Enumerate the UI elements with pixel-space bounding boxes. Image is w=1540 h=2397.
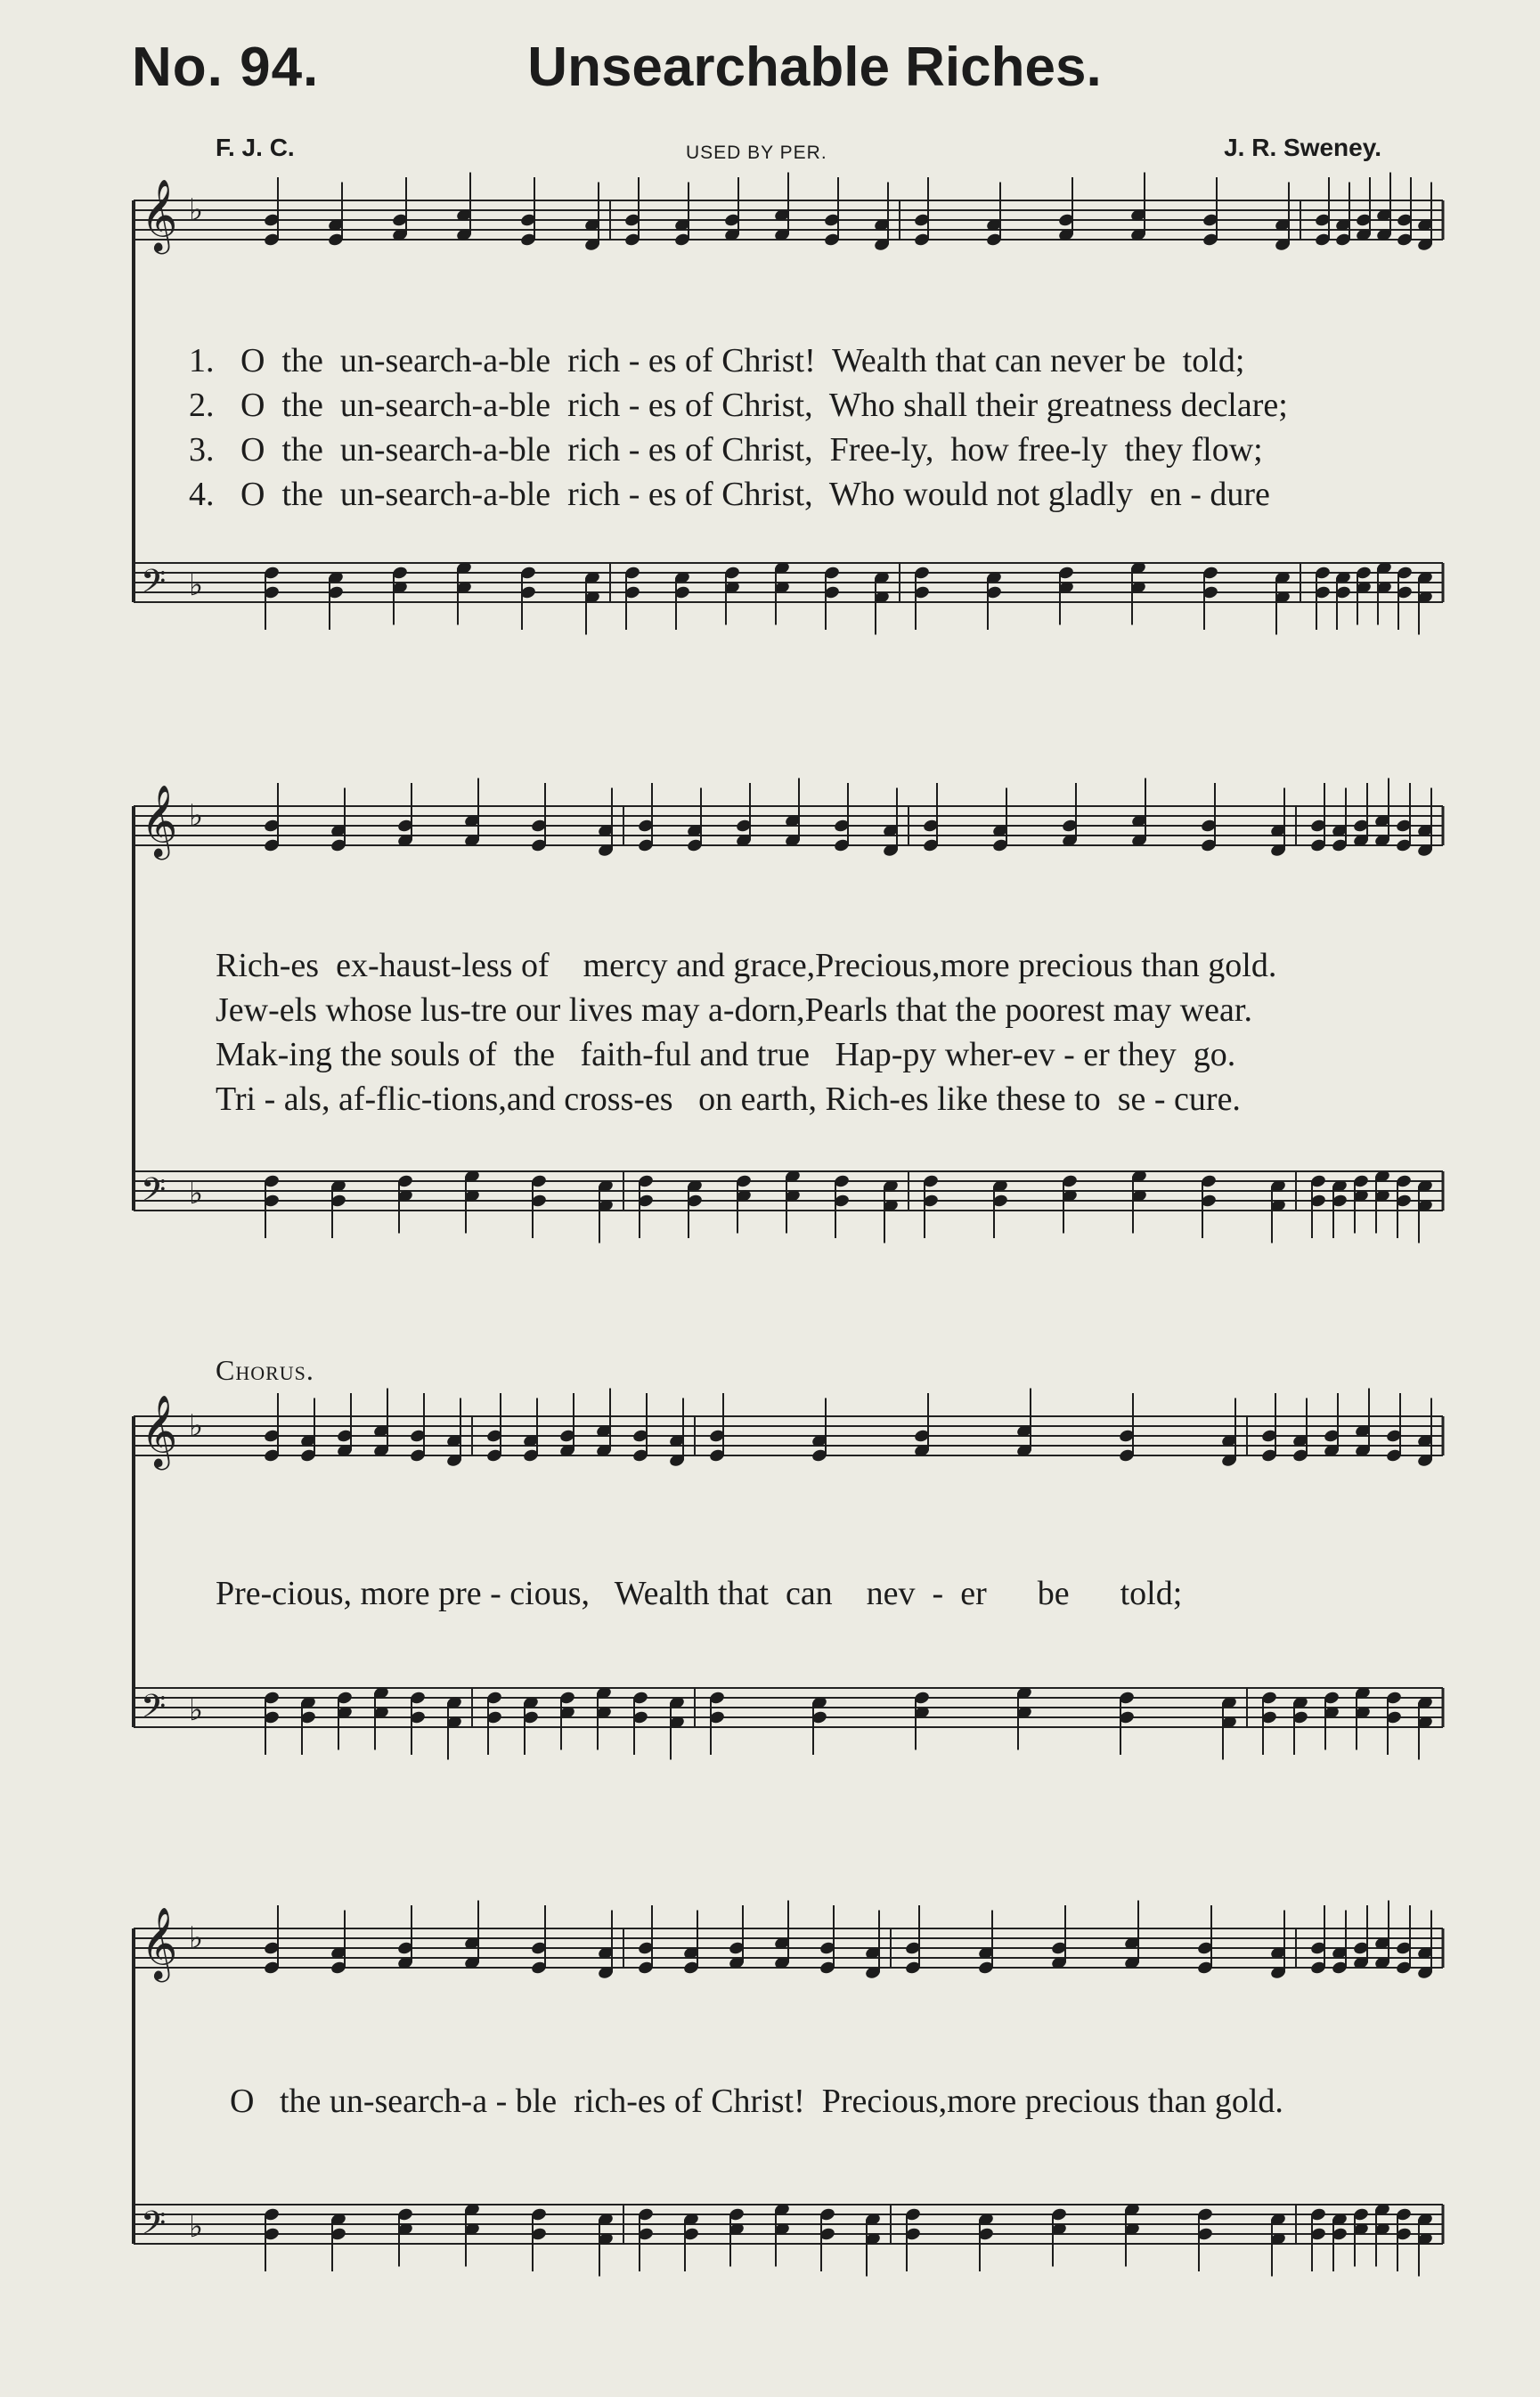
- verse-number: 1.: [189, 342, 215, 379]
- hymn-title: Unsearchable Riches.: [527, 37, 1102, 98]
- chorus-label: Chorus.: [216, 1354, 314, 1386]
- verse-2-line-1: O the un-search-a-ble rich - es of Christ, Who shall their greatness declare;: [240, 387, 1288, 424]
- treble-clef-icon: 𝄞: [141, 784, 178, 857]
- permission-note: USED BY PER.: [686, 143, 827, 163]
- flat-icon: ♭: [189, 1692, 204, 1728]
- bass-clef-icon: 𝄢: [141, 1688, 167, 1733]
- flat-icon: ♭: [189, 2209, 204, 2245]
- verse-2-line-2: Jew-els whose lus-tre our lives may a-dorn,Pearls that the poorest may wear.: [216, 991, 1252, 1029]
- verse-4-line-2: Tri - als, af-flic-tions,and cross-es on earth, Rich-es like these to se - cure.: [216, 1080, 1241, 1118]
- hymn-number: No. 94.: [132, 37, 320, 98]
- treble-clef-icon: 𝄞: [141, 1906, 178, 1979]
- verse-number: 3.: [189, 431, 215, 469]
- flat-icon: ♭: [189, 1408, 204, 1444]
- chorus-line-1: Pre-cious, more pre - cious, Wealth that can nev - er be told;: [216, 1575, 1183, 1612]
- flat-icon: ♭: [189, 798, 204, 834]
- chorus-line-2: O the un-search-a - ble rich-es of Christ! Precious,more precious than gold.: [230, 2083, 1283, 2120]
- verse-1-line-2: Rich-es ex-haust-less of mercy and grace,Precious,more precious than gold.: [216, 947, 1277, 984]
- flat-icon: ♭: [189, 192, 204, 228]
- bass-clef-icon: 𝄢: [141, 2205, 167, 2250]
- verse-number: 2.: [189, 387, 215, 424]
- verse-number: 4.: [189, 476, 215, 513]
- verse-1-line-1: O the un-search-a-ble rich - es of Christ! Wealth that can never be told;: [240, 342, 1245, 379]
- bass-clef-icon: 𝄢: [141, 563, 167, 608]
- flat-icon: ♭: [189, 1176, 204, 1211]
- composer-credit: J. R. Sweney.: [1224, 134, 1381, 161]
- bass-clef-icon: 𝄢: [141, 1171, 167, 1217]
- verse-3-line-1: O the un-search-a-ble rich - es of Christ, Free-ly, how free-ly they flow;: [240, 431, 1263, 469]
- treble-clef-icon: 𝄞: [141, 178, 178, 251]
- verse-4-line-1: O the un-search-a-ble rich - es of Christ, Who would not gladly en - dure: [240, 476, 1270, 513]
- flat-icon: ♭: [189, 1920, 204, 1956]
- treble-clef-icon: 𝄞: [141, 1394, 178, 1467]
- verse-3-line-2: Mak-ing the souls of the faith-ful and true Hap-py wher-ev - er they go.: [216, 1036, 1236, 1073]
- lyricist-credit: F. J. C.: [216, 134, 295, 161]
- flat-icon: ♭: [189, 567, 204, 603]
